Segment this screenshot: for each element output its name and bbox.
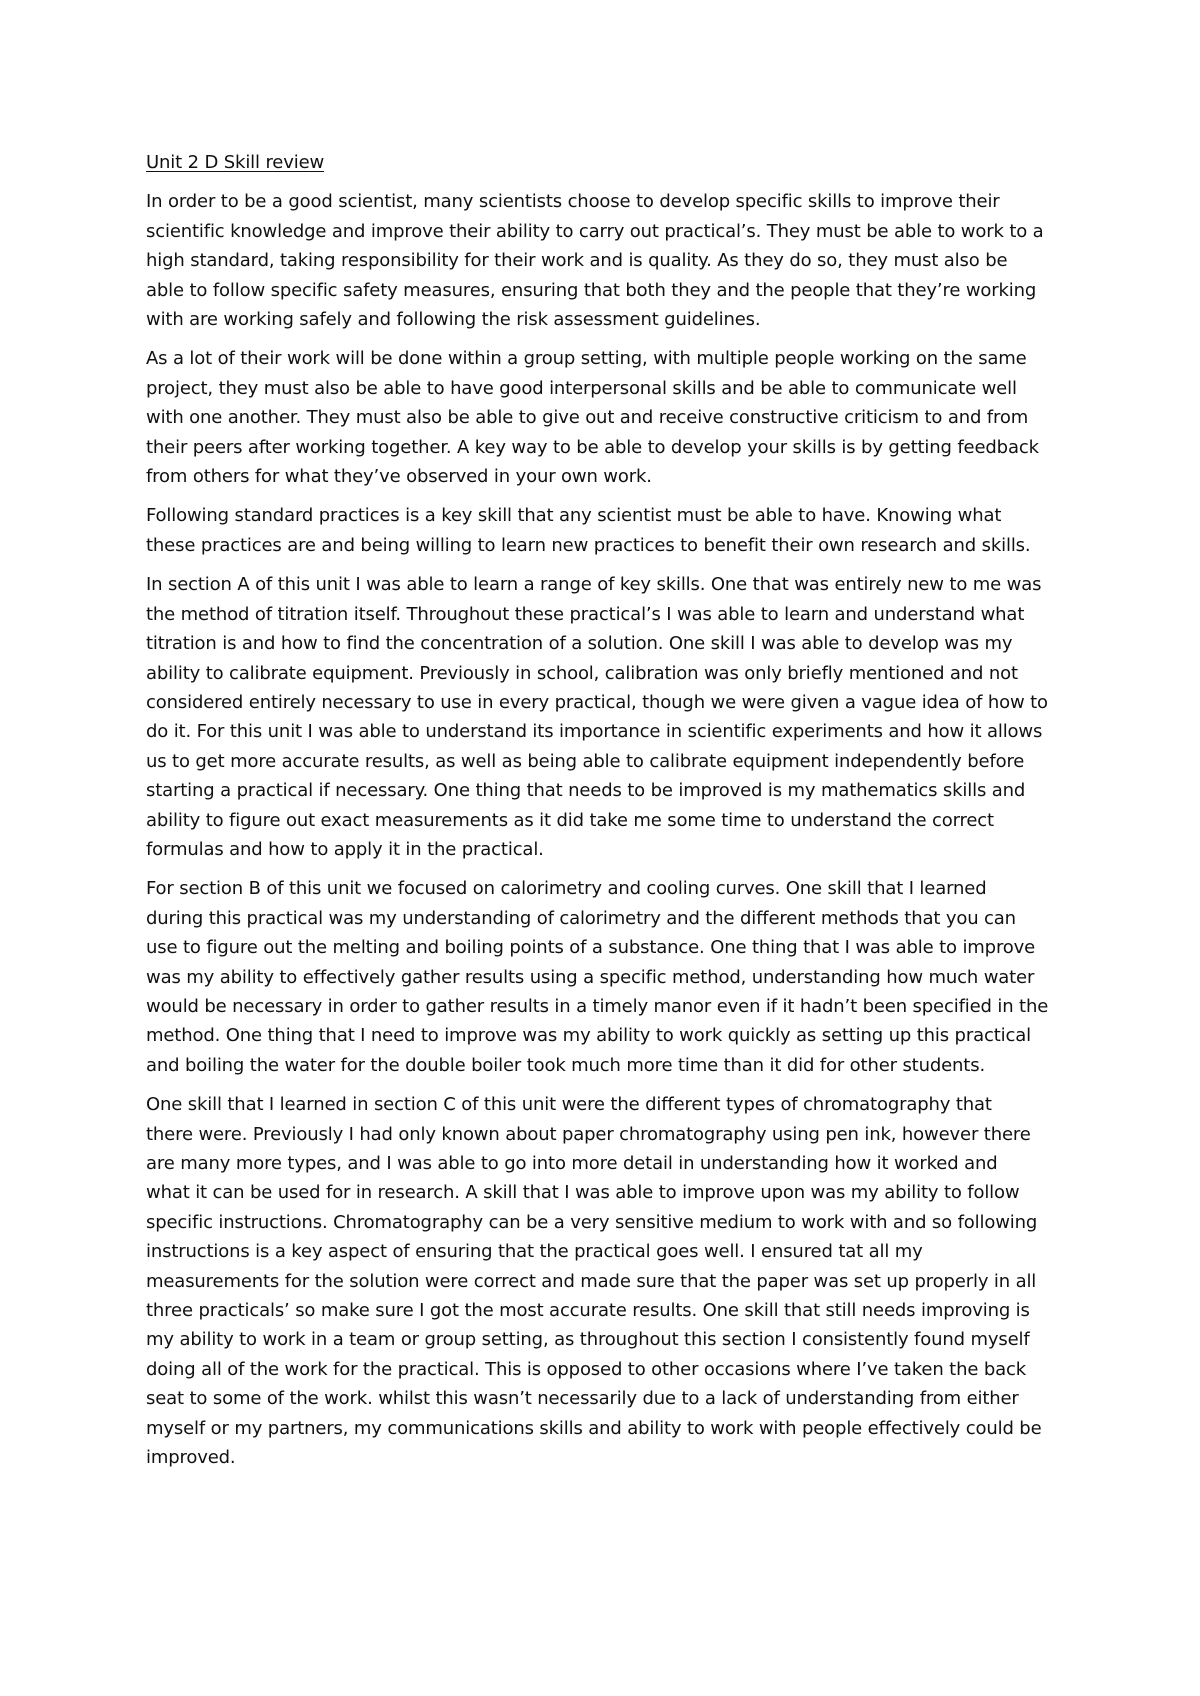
paragraph-line: with are working safely and following the risk assessment guidelines. [146, 309, 761, 331]
paragraph-line: with one another. They must also be able to give out and receive constructive criticism to and from [146, 407, 1029, 429]
paragraph-line: improved. [146, 1447, 236, 1469]
paragraph-line: Following standard practices is a key skill that any scientist must be able to have. Knowing what [146, 505, 1002, 527]
paragraph [146, 874, 1066, 1080]
paragraph-line: the method of titration itself. Throughout these practical’s I was able to learn and understand what [146, 603, 1025, 625]
paragraph-line: method. One thing that I need to improve was my ability to work quickly as setting up this practical [146, 1025, 1031, 1047]
paragraph-line: three practicals’ so make sure I got the most accurate results. One skill that still needs improving is [146, 1300, 1030, 1322]
paragraph-line: doing all of the work for the practical. This is opposed to other occasions where I’ve taken the back [146, 1358, 1027, 1380]
paragraph-line: ability to figure out exact measurements as it did take me some time to understand the correct [146, 809, 994, 831]
paragraph-line: formulas and how to apply it in the practical. [146, 838, 544, 860]
paragraph-line: would be necessary in order to gather results in a timely manor even if it hadn’t been specified in the [146, 995, 1049, 1017]
paragraph-line: In section A of this unit I was able to learn a range of key skills. One that was entirely new to me was [146, 574, 1042, 596]
paragraph-line: measurements for the solution were correct and made sure that the paper was set up properly in all [146, 1270, 1037, 1292]
paragraph [146, 344, 1066, 491]
paragraph [146, 187, 1066, 334]
paragraph-line: able to follow specific safety measures, ensuring that both they and the people that they’re working [146, 279, 1037, 301]
paragraph-line: these practices are and being willing to learn new practices to benefit their own research and skills. [146, 534, 1031, 556]
paragraph-line: instructions is a key aspect of ensuring that the practical goes well. I ensured tat all my [146, 1241, 923, 1263]
paragraph-line: In order to be a good scientist, many scientists choose to develop specific skills to improve their [146, 191, 1000, 213]
paragraph-line: titration is and how to find the concentration of a solution. One skill I was able to develop was my [146, 633, 1013, 655]
paragraph-line: starting a practical if necessary. One thing that needs to be improved is my mathematics skills and [146, 780, 1026, 802]
paragraph-line: seat to some of the work. whilst this wasn’t necessarily due to a lack of understanding from either [146, 1388, 1019, 1410]
paragraph-line: specific instructions. Chromatography can be a very sensitive medium to work with and so following [146, 1211, 1038, 1233]
paragraph-line: us to get more accurate results, as well as being able to calibrate equipment independently before [146, 750, 1025, 772]
paragraph-line: are many more types, and I was able to go into more detail in understanding how it worked and [146, 1153, 998, 1174]
paragraph-line: during this practical was my understanding of calorimetry and the different methods that you can [146, 907, 1016, 929]
paragraph-line: do it. For this unit I was able to understand its importance in scientific experiments and how it allows [146, 721, 1043, 743]
paragraph-line: from others for what they’ve observed in your own work. [146, 466, 652, 488]
paragraph-line: considered entirely necessary to use in every practical, though we were given a vague idea of how to [146, 691, 1048, 713]
paragraph-line: there were. Previously I had only known about paper chromatography using pen ink, however there [146, 1123, 1031, 1145]
paragraph-line: use to figure out the melting and boiling points of a substance. One thing that I was able to improve [146, 937, 1036, 959]
paragraph-line: was my ability to effectively gather results using a specific method, understanding how much water [146, 966, 1035, 988]
paragraph-line: ability to calibrate equipment. Previously in school, calibration was only briefly mentioned and not [146, 662, 1018, 684]
document-title: Unit 2 D Skill review [146, 152, 325, 173]
paragraph-line: high standard, taking responsibility for their work and is quality. As they do so, they must also be [146, 250, 1008, 272]
paragraph-line: myself or my partners, my communications skills and ability to work with people effectively could be [146, 1417, 1042, 1439]
paragraph-line: For section B of this unit we focused on calorimetry and cooling curves. One skill that I learned [146, 878, 987, 900]
paragraph-line: what it can be used for in research. A skill that I was able to improve upon was my ability to follow [146, 1182, 1020, 1204]
paragraph-line: As a lot of their work will be done within a group setting, with multiple people working on the same [146, 348, 1027, 370]
paragraph-line: One skill that I learned in section C of this unit were the different types of chromatography that [146, 1094, 992, 1116]
paragraph-line: scientific knowledge and improve their ability to carry out practical’s. They must be able to work to a [146, 220, 1044, 242]
document-body [146, 148, 1066, 1482]
paragraph-line: and boiling the water for the double boiler took much more time than it did for other students. [146, 1054, 986, 1076]
paragraph-line: project, they must also be able to have good interpersonal skills and be able to communicate well [146, 377, 1017, 399]
paragraph-list [146, 187, 1066, 1472]
paragraph-line: their peers after working together. A key way to be able to develop your skills is by getting feedback [146, 436, 1039, 458]
paragraph [146, 501, 1066, 560]
paragraph [146, 570, 1066, 864]
paragraph [146, 1090, 1066, 1472]
paragraph-line: my ability to work in a team or group setting, as throughout this section I consistently found myself [146, 1329, 1030, 1351]
